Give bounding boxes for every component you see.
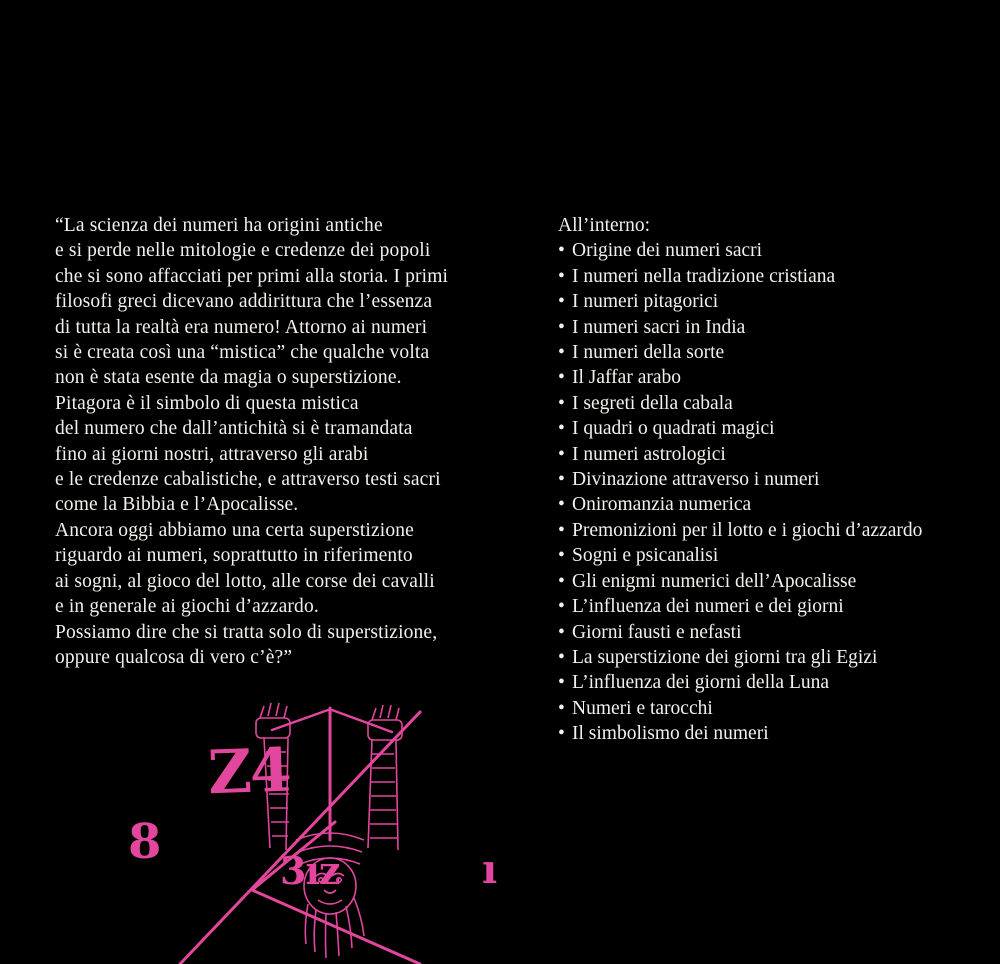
contents-block	[558, 213, 978, 747]
list-item-label: I quadri o quadrati magici	[572, 418, 775, 440]
quote-line: fino ai giorni nostri, attraverso gli arabi	[55, 443, 369, 465]
list-item-label: L’influenza dei giorni della Luna	[572, 672, 830, 694]
list-item	[558, 620, 978, 645]
quote-block	[55, 213, 505, 670]
bullet-icon: •	[558, 240, 565, 262]
bullet-icon: •	[558, 697, 565, 719]
list-item-label: I numeri pitagorici	[572, 291, 719, 313]
hanged-man-icon	[120, 690, 540, 964]
quote-line: e si perde nelle mitologie e credenze dei popoli	[55, 240, 431, 262]
bullet-icon: •	[558, 519, 565, 541]
list-item	[558, 365, 978, 390]
quote-line: “La scienza dei numeri ha origini antiche	[55, 215, 383, 236]
quote-line: Ancora oggi abbiamo una certa superstizione	[55, 519, 414, 541]
list-item-label: Gli enigmi numerici dell’Apocalisse	[572, 570, 857, 592]
list-item	[558, 696, 978, 721]
bullet-icon: •	[558, 291, 565, 313]
bullet-icon: •	[558, 723, 565, 745]
bullet-icon: •	[558, 265, 565, 287]
list-item-label: Il Jaffar arabo	[572, 367, 681, 389]
list-item-label: I numeri della sorte	[572, 342, 725, 364]
list-item	[558, 518, 978, 543]
list-item-label: Premonizioni per il lotto e i giochi d’azzardo	[572, 519, 923, 541]
list-item	[558, 391, 978, 416]
list-item	[558, 340, 978, 365]
list-item-label: I numeri nella tradizione cristiana	[572, 265, 836, 287]
list-item-label: Il simbolismo dei numeri	[572, 723, 769, 745]
list-item-label: Sogni e psicanalisi	[572, 545, 719, 567]
quote-line: riguardo ai numeri, soprattutto in riferimento	[55, 545, 413, 567]
bullet-icon: •	[558, 646, 565, 668]
contents-heading: All’interno:	[558, 215, 651, 236]
list-item-label: Giorni fausti e nefasti	[572, 621, 742, 643]
glyph-z4: Z4	[206, 735, 291, 809]
list-item-label: La superstizione dei giorni tra gli Egizi	[572, 646, 878, 668]
bullet-icon: •	[558, 342, 565, 364]
quote-line: oppure qualcosa di vero c’è?”	[55, 646, 293, 668]
bullet-icon: •	[558, 545, 565, 567]
list-item	[558, 442, 978, 467]
list-item-label: Oniromanzia numerica	[572, 494, 752, 516]
list-item-label: I numeri sacri in India	[572, 316, 746, 338]
list-item	[558, 416, 978, 441]
list-item	[558, 594, 978, 619]
bullet-icon: •	[558, 418, 565, 440]
bullet-icon: •	[558, 570, 565, 592]
quote-line: Pitagora è il simbolo di questa mistica	[55, 392, 359, 414]
quote-line: e in generale ai giochi d’azzardo.	[55, 596, 319, 618]
list-item-label: I numeri astrologici	[572, 443, 726, 465]
quote-line: di tutta la realtà era numero! Attorno ai numeri	[55, 316, 428, 338]
bullet-icon: •	[558, 494, 565, 516]
bullet-icon: •	[558, 392, 565, 414]
list-item	[558, 670, 978, 695]
quote-line: come la Bibbia e l’Apocalisse.	[55, 494, 299, 516]
quote-line: si è creata così una “mistica” che qualche volta	[55, 342, 430, 364]
list-item	[558, 264, 978, 289]
bullet-icon: •	[558, 596, 565, 618]
glyph-one: ı	[482, 846, 498, 893]
list-item-label: Origine dei numeri sacri	[572, 240, 763, 262]
quote-line: del numero che dall’antichità si è tramandata	[55, 418, 413, 440]
list-item-label: Numeri e tarocchi	[572, 697, 713, 719]
list-item	[558, 645, 978, 670]
list-item-label: L’influenza dei numeri e dei giorni	[572, 596, 844, 618]
list-item-label: Divinazione attraverso i numeri	[572, 469, 820, 491]
bullet-icon: •	[558, 672, 565, 694]
quote-line: non è stata esente da magia o superstizione.	[55, 367, 402, 389]
glyph-eight: 8	[128, 814, 162, 870]
list-item	[558, 492, 978, 517]
list-item	[558, 238, 978, 263]
bullet-icon: •	[558, 469, 565, 491]
bullet-icon: •	[558, 443, 565, 465]
glyph-three12: 3ız	[280, 848, 340, 893]
list-item	[558, 721, 978, 746]
list-item	[558, 315, 978, 340]
list-item	[558, 543, 978, 568]
list-item	[558, 467, 978, 492]
list-item	[558, 569, 978, 594]
list-item-label: I segreti della cabala	[572, 392, 733, 414]
list-item	[558, 289, 978, 314]
quote-line: filosofi greci dicevano addirittura che l’essenza	[55, 291, 433, 313]
illustration	[120, 690, 540, 964]
bullet-icon: •	[558, 621, 565, 643]
bullet-icon: •	[558, 316, 565, 338]
bullet-icon: •	[558, 367, 565, 389]
quote-line: Possiamo dire che si tratta solo di superstizione,	[55, 621, 438, 643]
quote-line: che si sono affacciati per primi alla storia. I primi	[55, 265, 449, 287]
quote-line: e le credenze cabalistiche, e attraverso testi sacri	[55, 469, 441, 491]
quote-line: ai sogni, al gioco del lotto, alle corse dei cavalli	[55, 570, 435, 592]
